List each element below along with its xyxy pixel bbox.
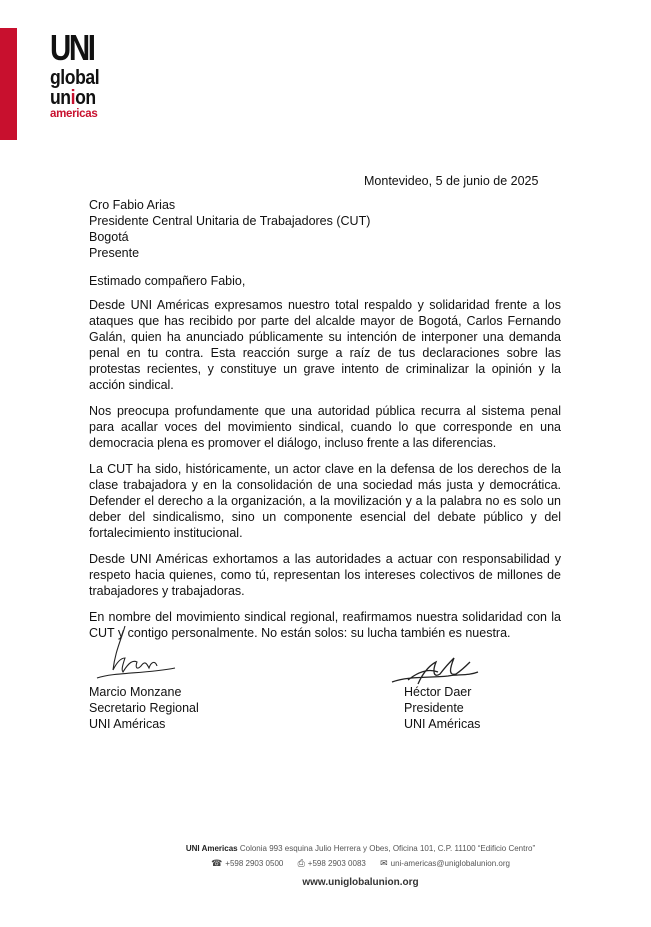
- fax-icon: ⎙: [297, 858, 305, 868]
- footer-address-line: [70, 844, 651, 853]
- paragraph: Desde UNI Américas exhortamos a las autoridades a actuar con responsabilidad y respeto hacia quienes, como tú, representan los intereses colectivos de millones de trabajadores y trabajadoras.: [89, 552, 561, 598]
- signer-title: Presidente: [404, 701, 464, 715]
- logo-global: global: [50, 67, 100, 89]
- paragraph: En nombre del movimiento sindical regional, reafirmamos nuestra solidaridad con la CUT y contigo personalmente. No están solos: su lucha también es nuestra.: [89, 610, 561, 640]
- signer-name: Héctor Daer: [404, 685, 472, 699]
- logo-union-on: on: [75, 87, 96, 109]
- signer-title: Secretario Regional: [89, 701, 199, 715]
- recipient-city: Bogotá: [89, 230, 129, 244]
- footer-fax-item: [298, 859, 366, 868]
- signer-name: Marcio Monzane: [89, 685, 182, 699]
- signer-org: UNI Américas: [404, 717, 481, 731]
- footer-phone-item: [211, 859, 283, 868]
- letter-date: Montevideo, 5 de junio de 2025: [364, 174, 539, 188]
- recipient-block: [89, 197, 370, 261]
- email-icon: ✉: [380, 858, 388, 868]
- footer-address: Colonia 993 esquina Julio Herrera y Obes, Oficina 101, C.P. 11100 “Edificio Centro”: [239, 844, 536, 853]
- paragraph: Nos preocupa profundamente que una autoridad pública recurra al sistema penal para acallar voces del movimiento sindical, cuando lo que corresponde en una democracia plena es promover el diálogo, incluso frente a las diferencias.: [89, 404, 561, 450]
- logo-union: [50, 88, 103, 108]
- logo-union-un: un: [50, 87, 71, 109]
- recipient-position: Presidente Central Unitaria de Trabajadores (CUT): [89, 214, 371, 228]
- uni-global-union-logo: [50, 27, 110, 121]
- letter-footer: [0, 844, 651, 888]
- footer-org: UNI Americas: [185, 844, 238, 853]
- signature-block-right: [404, 684, 480, 732]
- signature-monzane-image: [85, 622, 180, 682]
- footer-email[interactable]: uni-americas@uniglobalunion.org: [390, 859, 510, 868]
- logo-uni: UNI: [50, 27, 94, 68]
- greeting: Estimado compañero Fabio,: [89, 274, 246, 288]
- recipient-name: Cro Fabio Arias: [89, 198, 176, 212]
- phone-icon: ☎: [211, 858, 223, 868]
- recipient-presente: Presente: [89, 246, 140, 260]
- footer-fax: +598 2903 0083: [307, 859, 366, 868]
- logo-red-bar: [0, 28, 17, 140]
- footer-contact-line: [70, 858, 651, 869]
- paragraph: La CUT ha sido, históricamente, un actor clave en la defensa de los derechos de la clase trabajadora y en la consolidación de una sociedad más justa y democrática. Defender el derecho a la organización, a la movilización y a la palabra no es solo un deber del sindicalismo, sino un componente esencial del debate público y del fortalecimiento institucional.: [89, 462, 561, 540]
- footer-email-item[interactable]: [380, 859, 510, 868]
- paragraph: Desde UNI Américas expresamos nuestro total respaldo y solidaridad frente a los ataques que has recibido por parte del alcalde mayor de Bogotá, Carlos Fernando Galán, quien ha anunciado públicamente su intención de interponer una demanda penal en tu contra. Esta reacción surge a raíz de tus declaraciones sobre las protestas recientes, y constituye un grave intento de criminalizar la opinión y la acción sindical.: [89, 298, 561, 392]
- footer-website[interactable]: www.uniglobalunion.org: [302, 877, 419, 888]
- logo-americas: americas: [50, 108, 98, 120]
- footer-phone: +598 2903 0500: [225, 859, 284, 868]
- signature-block-left: [89, 684, 199, 732]
- letter-body: [89, 297, 561, 651]
- signer-org: UNI Américas: [89, 717, 166, 731]
- logo-union-i: i: [70, 87, 76, 109]
